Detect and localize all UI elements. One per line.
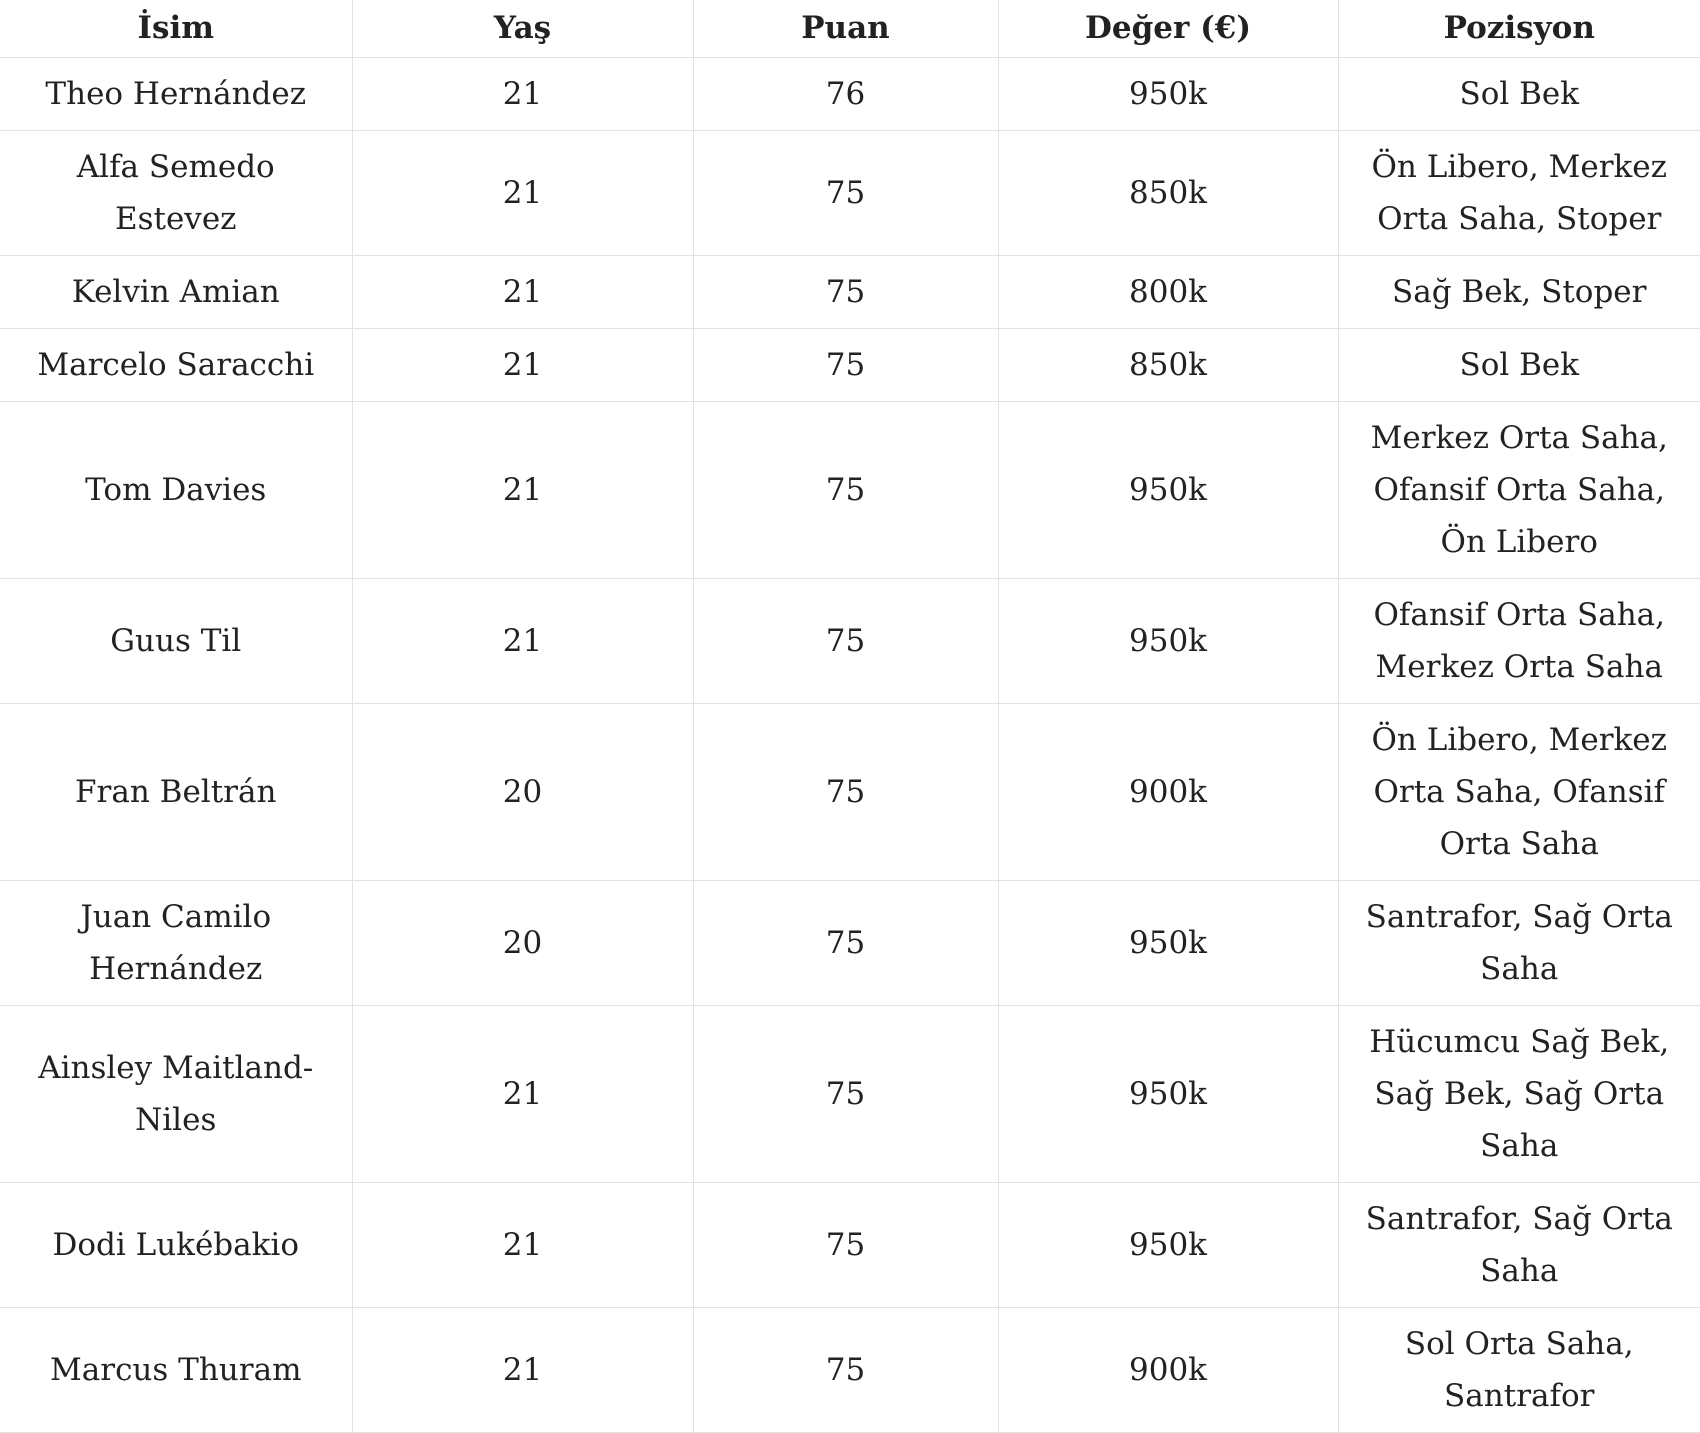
cell-rating: 75 [693,1307,998,1432]
cell-value: 950k [998,880,1338,1005]
table-row [0,880,1700,1005]
cell-name: Kelvin Amian [0,255,352,328]
cell-position: Sol Orta Saha, Santrafor [1338,1307,1700,1432]
cell-rating: 75 [693,1182,998,1307]
cell-age: 21 [352,130,693,255]
cell-rating: 75 [693,130,998,255]
table-row [0,578,1700,703]
header-rating: Puan [693,0,998,57]
table-row [0,255,1700,328]
cell-rating: 76 [693,57,998,130]
table-row [0,1005,1700,1182]
table-row [0,1182,1700,1307]
table-row [0,1307,1700,1432]
header-position: Pozisyon [1338,0,1700,57]
cell-value: 950k [998,578,1338,703]
cell-position: Santrafor, Sağ Orta Saha [1338,880,1700,1005]
cell-position: Ön Libero, Merkez Orta Saha, Stoper [1338,130,1700,255]
cell-value: 900k [998,1307,1338,1432]
cell-age: 20 [352,703,693,880]
table-row [0,401,1700,578]
cell-position: Ofansif Orta Saha, Merkez Orta Saha [1338,578,1700,703]
cell-age: 21 [352,255,693,328]
cell-age: 21 [352,1182,693,1307]
cell-value: 950k [998,401,1338,578]
cell-age: 21 [352,401,693,578]
cell-rating: 75 [693,578,998,703]
cell-rating: 75 [693,328,998,401]
cell-name: Tom Davies [0,401,352,578]
cell-rating: 75 [693,880,998,1005]
cell-age: 21 [352,578,693,703]
cell-position: Sol Bek [1338,328,1700,401]
cell-name: Theo Hernández [0,57,352,130]
header-value: Değer (€) [998,0,1338,57]
cell-value: 900k [998,703,1338,880]
cell-value: 800k [998,255,1338,328]
cell-rating: 75 [693,703,998,880]
cell-position: Santrafor, Sağ Orta Saha [1338,1182,1700,1307]
cell-name: Fran Beltrán [0,703,352,880]
header-name: İsim [0,0,352,57]
cell-age: 21 [352,1307,693,1432]
cell-position: Sağ Bek, Stoper [1338,255,1700,328]
cell-name: Alfa Semedo Estevez [0,130,352,255]
cell-position: Sol Bek [1338,57,1700,130]
cell-age: 20 [352,880,693,1005]
cell-age: 21 [352,328,693,401]
cell-position: Merkez Orta Saha, Ofansif Orta Saha, Ön Libero [1338,401,1700,578]
cell-name: Ainsley Maitland-Niles [0,1005,352,1182]
cell-position: Ön Libero, Merkez Orta Saha, Ofansif Orta Saha [1338,703,1700,880]
cell-age: 21 [352,1005,693,1182]
table-row [0,328,1700,401]
table-row [0,130,1700,255]
cell-rating: 75 [693,401,998,578]
table-row [0,57,1700,130]
cell-value: 950k [998,57,1338,130]
cell-name: Marcus Thuram [0,1307,352,1432]
table-header-row [0,0,1700,57]
table-row [0,703,1700,880]
cell-name: Dodi Lukébakio [0,1182,352,1307]
cell-value: 850k [998,130,1338,255]
header-age: Yaş [352,0,693,57]
cell-name: Marcelo Saracchi [0,328,352,401]
cell-rating: 75 [693,255,998,328]
cell-age: 21 [352,57,693,130]
cell-name: Juan Camilo Hernández [0,880,352,1005]
cell-value: 950k [998,1182,1338,1307]
cell-name: Guus Til [0,578,352,703]
cell-value: 850k [998,328,1338,401]
cell-value: 950k [998,1005,1338,1182]
cell-rating: 75 [693,1005,998,1182]
cell-position: Hücumcu Sağ Bek, Sağ Bek, Sağ Orta Saha [1338,1005,1700,1182]
